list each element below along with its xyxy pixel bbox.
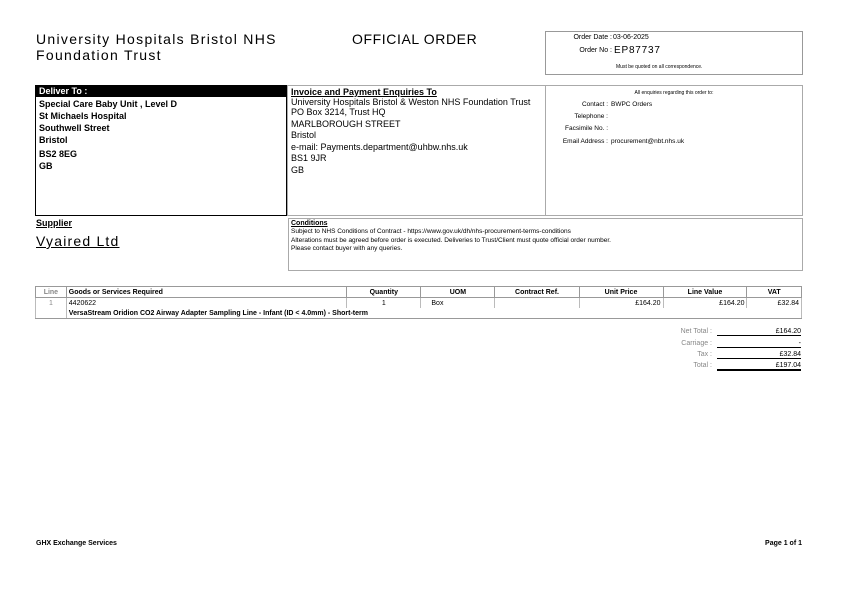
supplier-label: Supplier (36, 218, 73, 228)
col-quantity: Quantity (347, 287, 421, 298)
invoice-line: MARLBOROUGH STREET (291, 118, 401, 129)
footer-left: GHX Exchange Services (36, 540, 117, 547)
telephone-label: Telephone : (574, 113, 608, 120)
product-description: VersaStream Oridion CO2 Airway Adapter Sampling Line - Infant (ID < 4.0mm) - Short-term (66, 308, 801, 319)
email-value: procurement@nbt.nhs.uk (611, 138, 685, 145)
carriage-label: Carriage : (681, 340, 712, 347)
address-line: St Michaels Hospital (39, 111, 127, 121)
facsimile-label: Facsimile No. : (565, 125, 608, 132)
invoice-email: e-mail: Payments.department@uhbw.nhs.uk (291, 141, 468, 152)
tax-label: Tax : (697, 351, 712, 358)
enquiries-contact-box (545, 85, 803, 216)
invoice-line: GB (291, 164, 305, 175)
table-row-description (36, 308, 802, 319)
uom: Box (421, 298, 495, 309)
invoice-line: Bristol (291, 130, 317, 141)
table-header-row (36, 287, 802, 298)
address-line: BS2 8EG (39, 149, 78, 159)
line-number: 1 (36, 298, 67, 309)
total-label: Total : (693, 362, 712, 369)
invoice-line: BS1 9JR (291, 153, 327, 164)
invoice-line: PO Box 3214, Trust HQ (291, 107, 386, 117)
col-contract-ref: Contract Ref. (495, 287, 579, 298)
supplier-name: Vyaired Ltd (36, 233, 120, 249)
col-line-value: Line Value (663, 287, 747, 298)
table-row (36, 298, 802, 309)
organisation-name: University Hospitals Bristol NHS Foundation Trust (36, 31, 277, 63)
invoice-heading: Invoice and Payment Enquiries To (291, 87, 437, 97)
unit-price: £164.20 (579, 298, 663, 309)
vat: £32.84 (747, 298, 802, 309)
net-total-label: Net Total : (680, 328, 712, 335)
document-title: OFFICIAL ORDER (352, 31, 478, 47)
quote-note: Must be quoted on all correspondence. (616, 64, 703, 70)
col-goods: Goods or Services Required (66, 287, 346, 298)
address-line: Special Care Baby Unit , Level D (39, 99, 178, 109)
carriage-value: - (717, 340, 801, 348)
invoice-enquiries-box (287, 85, 546, 216)
quantity: 1 (347, 298, 421, 309)
order-details-box (545, 31, 803, 75)
deliver-to-box (35, 85, 287, 216)
contact-label: Contact : (581, 101, 608, 108)
net-total-value: £164.20 (717, 328, 801, 336)
conditions-heading: Conditions (291, 220, 328, 227)
conditions-text (289, 228, 802, 254)
conditions-box (288, 218, 803, 271)
email-label: Email Address : (562, 138, 608, 145)
order-number: EP87737 (614, 45, 661, 56)
contact-value: BWPC Orders (611, 101, 653, 108)
order-lines-table (35, 286, 802, 319)
tax-value: £32.84 (717, 351, 801, 359)
order-date-label: Order Date : (573, 34, 612, 41)
col-line: Line (36, 287, 67, 298)
contract-ref (495, 298, 579, 309)
invoice-line: University Hospitals Bristol & Weston NHS Foundation Trust (291, 97, 531, 107)
deliver-to-heading: Deliver To : (36, 86, 286, 97)
conditions-line: Subject to NHS Conditions of Contract - https://www.gov.uk/dh/nhs-procurement-terms-conditions (291, 228, 571, 235)
blank-cell (36, 308, 67, 319)
col-unit-price: Unit Price (579, 287, 663, 298)
address-line: GB (39, 161, 53, 171)
page-number: Page 1 of 1 (765, 540, 802, 547)
conditions-line: Please contact buyer with any queries. (291, 245, 403, 252)
address-line: Bristol (39, 135, 68, 145)
deliver-to-address (36, 97, 286, 173)
product-code: 4420622 (66, 298, 346, 309)
col-uom: UOM (421, 287, 495, 298)
conditions-line: Alterations must be agreed before order is executed. Deliveries to Trust/Client must quote official order number. (291, 236, 611, 244)
enquiries-note: All enquiries regarding this order to: (634, 90, 714, 96)
order-no-label: Order No : (579, 47, 612, 54)
address-line: Southwell Street (39, 123, 110, 133)
total-value: £197.04 (717, 362, 801, 371)
col-vat: VAT (747, 287, 802, 298)
line-value: £164.20 (663, 298, 747, 309)
order-date: 03-06-2025 (613, 34, 649, 41)
invoice-address (288, 98, 545, 177)
